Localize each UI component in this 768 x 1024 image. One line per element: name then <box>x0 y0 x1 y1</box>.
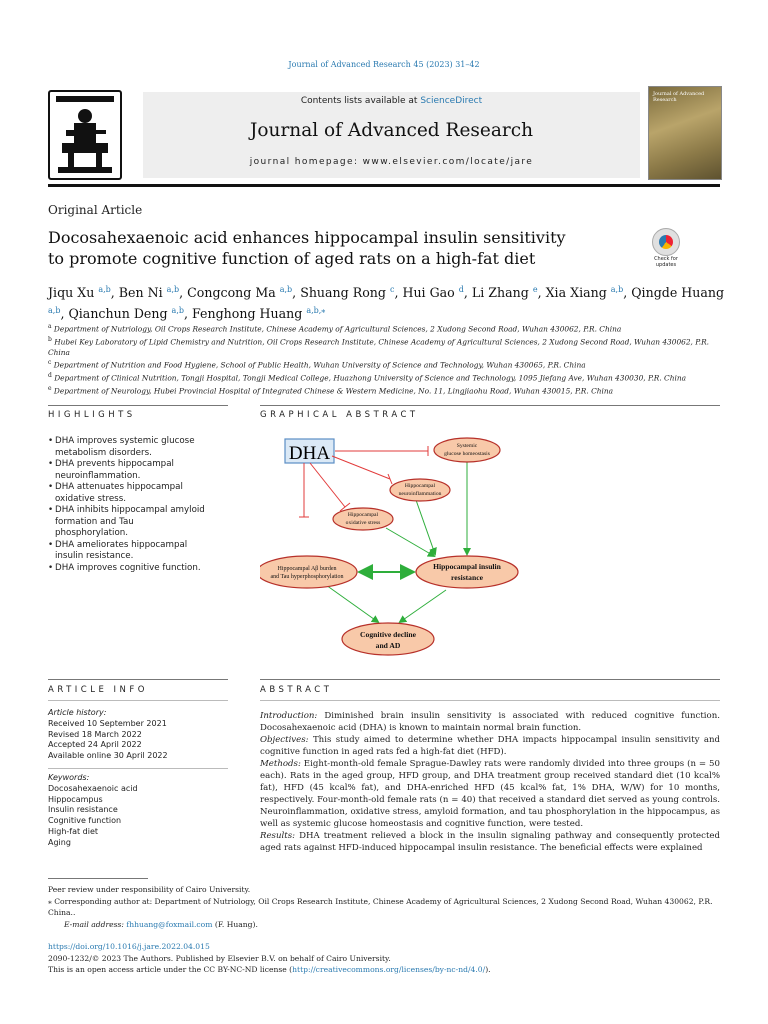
email-note <box>48 919 728 931</box>
title-line-2: to promote cognitive function of aged rats on a high-fat diet <box>48 249 536 268</box>
graphical-abstract <box>260 432 720 662</box>
article-title <box>48 227 608 269</box>
footnote-rule <box>48 878 148 879</box>
abstract-text <box>260 710 720 854</box>
header-rule <box>48 184 720 187</box>
keyword-item[interactable]: Docosahexaenoic acid <box>48 783 138 793</box>
affiliations <box>48 322 728 397</box>
neuro-label-1: Hippocampal <box>404 483 436 489</box>
corresponding-author-note: ⁎ Corresponding author at: Department of Nutriology, Oil Crops Research Institute, Chinese Academy of Agricultural Sciences, 2 Xudong Second Road, Wuhan 430062, P.R. China.. <box>48 896 713 917</box>
abeta-label-1: Hippocampal Aβ burden <box>277 566 337 572</box>
history-item: Received 10 September 2021 <box>48 718 167 728</box>
author-affiliation-marker[interactable]: a,b <box>48 306 61 316</box>
inhibit-line-neuro <box>332 456 390 479</box>
contents-prefix: Contents lists available at <box>300 96 418 106</box>
footnotes <box>48 884 728 930</box>
abstract-paragraph: Results: DHA treatment relieved a block in the insulin signaling pathway and consequently protected aged rats against HFD-induced hippocampal insulin resistance. The beneficial effects were explained <box>260 831 720 853</box>
author-affiliation-marker[interactable]: a,b <box>171 306 184 316</box>
affiliation-item: $^a$ Department of Nutriology, Oil Crops Research Institute, Chinese Academy of Agricultural Sciences, 2 Xudong Second Road, Wuhan 430062, P.R. China <box>48 323 622 334</box>
glucose-label-1: Systemic <box>456 443 478 449</box>
abstract-rule-2 <box>260 700 720 701</box>
author-name[interactable]: Hui Gao <box>402 285 459 301</box>
license-link[interactable]: http://creativecommons.org/licenses/by-nc-nd/4.0/ <box>292 965 486 974</box>
copyright-line: 2090-1232/© 2023 The Authors. Published by Elsevier B.V. on behalf of Cairo University. <box>48 953 391 963</box>
keywords-heading: Keywords: <box>48 772 90 782</box>
check-for-updates-badge[interactable] <box>648 228 684 266</box>
article-info-rule <box>48 679 228 680</box>
author-name[interactable]: Li Zhang <box>471 285 533 301</box>
highlights-rule <box>48 405 228 406</box>
oxid-label-1: Hippocampal <box>347 512 379 518</box>
author-affiliation-marker[interactable]: a,b <box>279 285 293 294</box>
author-list: Jiqu Xu $^{a,b}$, Ben Ni $^{a,b}$, Congcong Ma $^{a,b}$, Shuang Rong $^c$, Hui Gao $^d$, Li Zhang $^e$, Xia Xiang $^{a,b}$, Qingde Huang $^{a,b}$, Qianchun Deng $^{a,b}$, Fenghong Huang $^{a,b,⁎}$ <box>48 285 725 322</box>
insulin-label-1: Hippocampal insulin <box>433 562 501 571</box>
info-divider <box>48 768 228 769</box>
journal-masthead <box>143 92 640 178</box>
journal-homepage[interactable]: journal homepage: www.elsevier.com/locate/jare <box>249 157 534 167</box>
article-info <box>48 708 228 849</box>
author-name[interactable]: Ben Ni <box>118 285 167 301</box>
keyword-item[interactable]: Cognitive function <box>48 816 122 826</box>
keyword-item[interactable]: Aging <box>48 837 71 847</box>
cog-label-2: and AD <box>375 641 401 650</box>
abstract-paragraph: Methods: Eight-month-old female Sprague-Dawley rats were randomly divided into three groups (n = 50 each). Rats in the aged group, HFD group, and DHA treatment group received standard diet (10 kcal% fat), HFD (45 kcal% fat), and DHA-enriched HFD (45 kcal% fat, 1% DHA, W/W) for 10 months, respectively. Four-month-old female rats (n = 40) that received a standard diet served as young controls. Neuroinflammation, oxidative stress, amyloid formation, and tau phosphorylation in the hippocampus, as well as systemic glucose homeostasis and cognitive function, were tested. <box>260 759 720 829</box>
author-affiliation-marker[interactable]: d <box>458 285 464 294</box>
affiliation-item: $^b$ Hubei Key Laboratory of Lipid Chemistry and Nutrition, Oil Crops Research Institute, Chinese Academy of Agricultural Sciences, 2 Xudong Second Road, Wuhan 430062, P.R. China <box>48 335 709 357</box>
graphical-abstract-heading: GRAPHICAL ABSTRACT <box>260 410 419 420</box>
highlight-item: • DHA improves cognitive function. <box>48 563 208 575</box>
insulin-label-2: resistance <box>451 573 483 582</box>
author-affiliation-marker[interactable]: c <box>389 285 395 294</box>
history-item: Accepted 24 April 2022 <box>48 740 142 750</box>
sciencedirect-link[interactable]: ScienceDirect <box>420 96 483 106</box>
highlight-item: • DHA prevents hippocampal neuroinflammation. <box>48 459 208 482</box>
doi-link[interactable]: https://doi.org/10.1016/j.jare.2022.04.015 <box>48 942 210 951</box>
highlights-list <box>48 436 208 574</box>
keyword-item[interactable]: Insulin resistance <box>48 805 118 815</box>
history-item: Revised 18 March 2022 <box>48 729 142 739</box>
author-affiliation-marker[interactable]: e <box>532 285 538 294</box>
cover-title: Journal of Advanced Research <box>653 91 705 103</box>
inhibit-line-oxid <box>310 463 345 507</box>
cog-label-1: Cognitive decline <box>360 630 416 639</box>
cognitive-decline-node <box>342 623 434 655</box>
history-list <box>48 719 228 762</box>
author-name[interactable]: Shuang Rong <box>300 285 390 301</box>
keyword-item[interactable]: Hippocampus <box>48 794 103 804</box>
affiliation-item: $^c$ Department of Nutrition and Food Hygiene, School of Public Health, Wuhan University of Science and Technology, Wuhan 430065, P.R. China <box>48 359 586 370</box>
email-link[interactable]: fhhuang@foxmail.com <box>126 919 213 929</box>
glucose-node <box>434 438 500 462</box>
abeta-tau-node <box>260 556 357 588</box>
author-name[interactable]: Xia Xiang <box>545 285 611 301</box>
abeta-label-2: and Tau hyperphosphorylation <box>270 574 344 580</box>
contents-line <box>143 96 640 106</box>
article-identifiers <box>48 941 728 976</box>
journal-reference[interactable]: Journal of Advanced Research 45 (2023) 31–42 <box>288 60 480 69</box>
title-line-1: Docosahexaenoic acid enhances hippocampal insulin sensitivity <box>48 228 566 247</box>
email-owner: (F. Huang). <box>214 919 258 929</box>
glucose-label-2: glucose homeostasis <box>444 451 490 457</box>
article-type: Original Article <box>48 203 143 217</box>
insulin-resistance-node <box>416 556 518 588</box>
highlight-item: • DHA inhibits hippocampal amyloid formation and Tau phosphorylation. <box>48 505 208 540</box>
neuro-label-2: neuroinflammation <box>398 491 442 497</box>
author-affiliation-marker[interactable]: a,b <box>166 285 180 294</box>
cairo-university-logo <box>48 90 122 180</box>
author-affiliation-marker[interactable]: a,b,⁎ <box>306 306 326 316</box>
author-name[interactable]: Qianchun Deng <box>68 306 172 322</box>
check-updates-icon <box>652 228 680 256</box>
abstract-paragraph: Introduction: Diminished brain insulin sensitivity is associated with reduced cognitive function. Docosahexaenoic acid (DHA) is known to maintain normal brain function. <box>260 711 720 733</box>
email-label: E-mail address: <box>64 919 124 929</box>
oxid-label-2: oxidative stress <box>345 520 381 526</box>
keywords-list <box>48 784 228 849</box>
author-affiliation-marker[interactable]: a,b <box>98 285 111 294</box>
abstract-heading: ABSTRACT <box>260 685 333 695</box>
journal-title: Journal of Advanced Research <box>249 120 534 141</box>
highlight-item: • DHA attenuates hippocampal oxidative stress. <box>48 482 208 505</box>
abstract-paragraph: Objectives: This study aimed to determine whether DHA impacts hippocampal insulin sensitivity and cognitive function in aged rats fed a high-fat diet (HFD). <box>260 735 720 757</box>
license-line: This is an open access article under the CC BY-NC-ND license (http://creativecommons.org/licenses/by-nc-nd/4.0/). <box>48 965 491 974</box>
affiliation-item: $^e$ Department of Neurology, Hubei Provincial Hospital of Integrated Chinese & Western Medicine, No. 11, Lingjiaohu Road, Wuhan 430015, P.R. China <box>48 384 614 396</box>
highlight-item: • DHA ameliorates hippocampal insulin resistance. <box>48 540 208 563</box>
author-name[interactable]: Jiqu Xu <box>48 285 99 301</box>
keyword-item[interactable]: High-fat diet <box>48 826 99 836</box>
abstract-rule <box>260 679 720 680</box>
author-name[interactable]: Qingde Huang <box>631 285 725 301</box>
history-item: Available online 30 April 2022 <box>48 751 168 761</box>
article-info-rule-2 <box>48 700 228 701</box>
history-heading: Article history: <box>48 708 107 717</box>
author-affiliation-marker[interactable]: a,b <box>610 285 624 294</box>
peer-review-note: Peer review under responsibility of Cairo University. <box>48 885 251 894</box>
highlights-heading: HIGHLIGHTS <box>48 410 136 420</box>
graphical-abstract-rule <box>260 405 720 406</box>
article-info-heading: ARTICLE INFO <box>48 685 148 695</box>
author-name[interactable]: Congcong Ma <box>187 285 280 301</box>
affiliation-item: $^d$ Department of Clinical Nutrition, Tongji Hospital, Tongji Medical College, Huazhong University of Science and Technology, 1095 Jiefang Ave, Wuhan 430030, P.R. China <box>48 372 687 383</box>
dha-label: DHA <box>288 443 331 464</box>
journal-cover-image <box>648 86 722 180</box>
highlight-item: • DHA improves systemic glucose metabolism disorders. <box>48 436 208 459</box>
check-updates-label: Check for updates <box>654 256 678 268</box>
author-name[interactable]: Fenghong Huang <box>192 306 307 322</box>
